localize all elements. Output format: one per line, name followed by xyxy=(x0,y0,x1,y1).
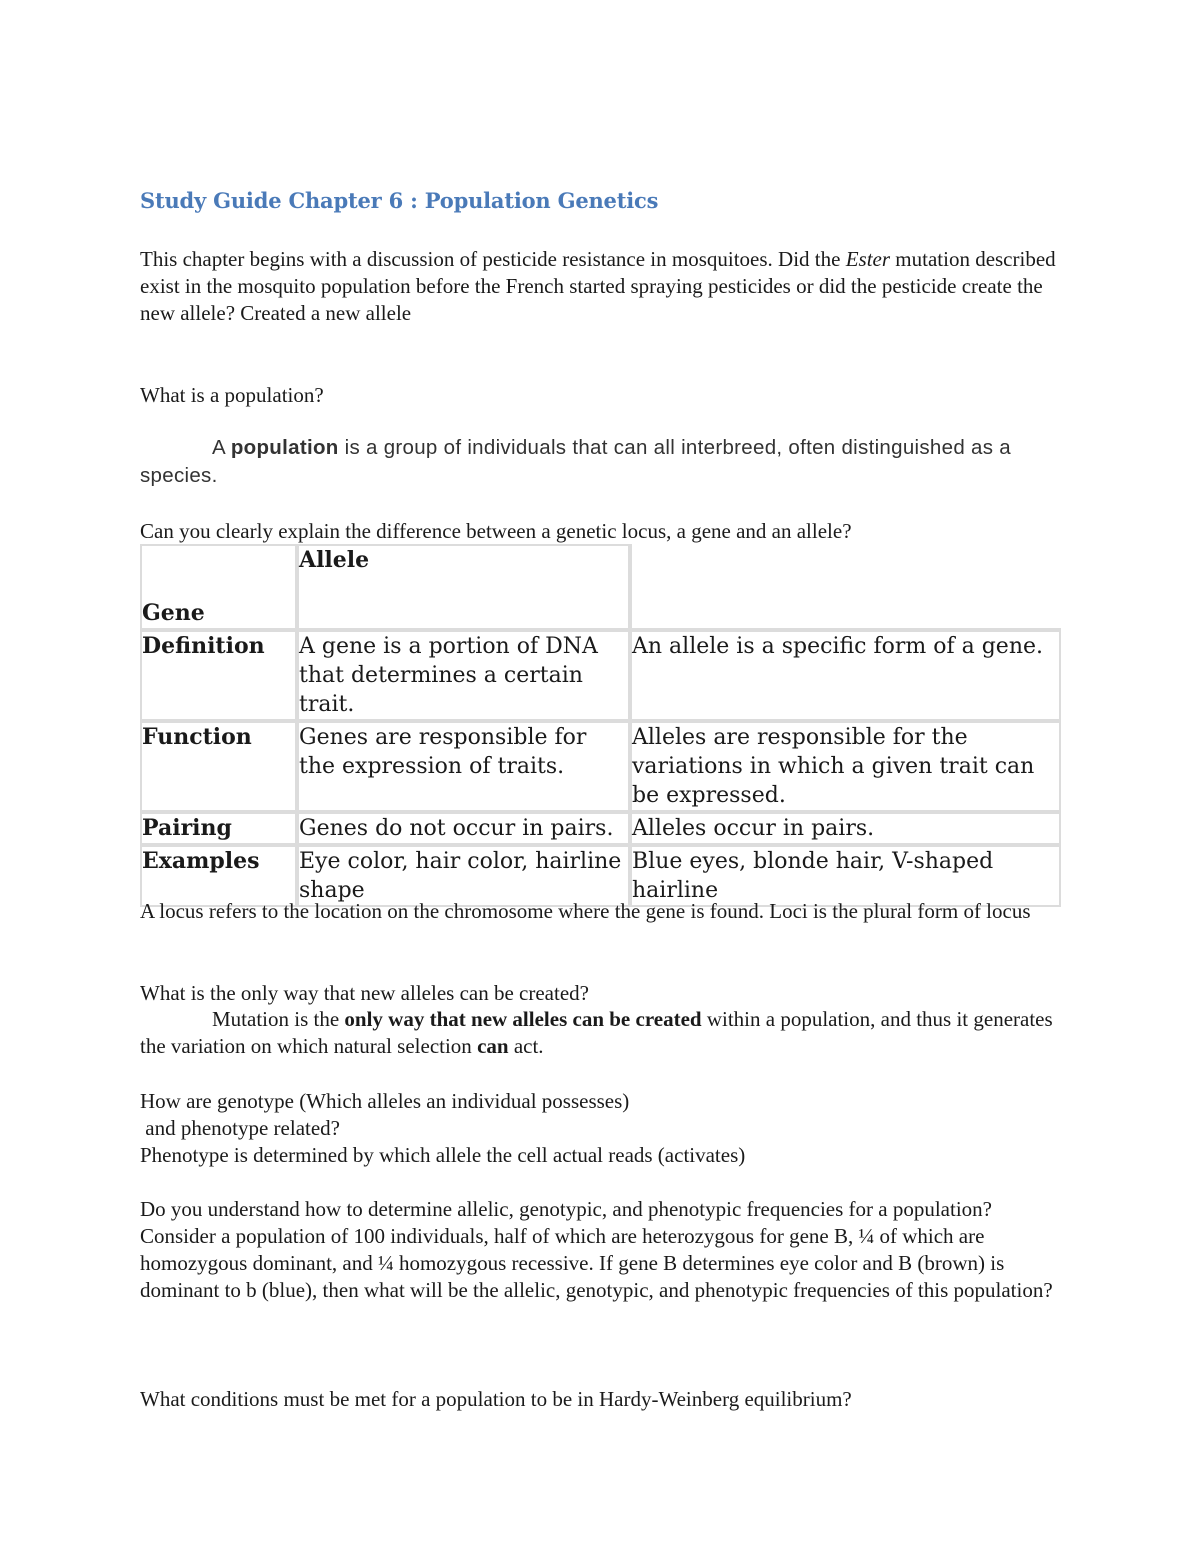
table-header-row xyxy=(140,544,1061,630)
row-label: Examples xyxy=(140,845,297,907)
row-label: Definition xyxy=(140,630,297,721)
gene-cell: Genes are responsible for the expression of traits. xyxy=(297,721,630,812)
question-new-alleles: What is the only way that new alleles can be created? xyxy=(140,981,589,1005)
page-title: Study Guide Chapter 6 : Population Genetics xyxy=(140,188,659,213)
header-blank xyxy=(630,544,1061,630)
gene-cell: A gene is a portion of DNA that determines a certain trait. xyxy=(297,630,630,721)
frequencies-question: Do you understand how to determine allelic, genotypic, and phenotypic frequencies for a population? xyxy=(140,1197,992,1221)
question-genotype xyxy=(140,1088,1060,1169)
gene-cell: Eye color, hair color, hairline shape xyxy=(297,845,630,907)
allele-cell: Alleles occur in pairs. xyxy=(630,812,1061,845)
allele-cell: Blue eyes, blonde hair, V-shaped hairline xyxy=(630,845,1061,907)
allele-cell: Alleles are responsible for the variations in which a given trait can be expressed. xyxy=(630,721,1061,812)
intro-paragraph: This chapter begins with a discussion of pesticide resistance in mosquitoes. Did the Ester mutation described exist in the mosquito population before the French started spraying pesticides or did the pesticide create the new allele? Created a new allele xyxy=(140,247,1056,325)
population-definition: A population is a group of individuals that can all interbreed, often distinguished as a species. xyxy=(140,436,1011,487)
header-gene: Gene xyxy=(140,544,297,630)
question-population: What is a population? xyxy=(140,383,324,407)
genotype-line-2: and phenotype related? xyxy=(140,1116,340,1140)
header-allele: Allele xyxy=(297,544,630,630)
table-row xyxy=(140,812,1061,845)
question-hardy-weinberg: What conditions must be met for a population to be in Hardy-Weinberg equilibrium? xyxy=(140,1387,852,1411)
row-label: Pairing xyxy=(140,812,297,845)
genotype-line-1: How are genotype (Which alleles an individual possesses) xyxy=(140,1089,630,1113)
frequencies-scenario: Consider a population of 100 individuals, half of which are heterozygous for gene B, ¼ of which are homozygous dominant, and ¼ homozygous recessive. If gene B determines eye color and B (brown) is dominant to b (blue), then what will be the allelic, genotypic, and phenotypic frequencies of this population? xyxy=(140,1224,1053,1302)
gene-allele-table xyxy=(140,544,1061,907)
mutation-answer: Mutation is the only way that new alleles can be created within a population, and thus it generates the variation on which natural selection can act. xyxy=(140,1007,1053,1058)
table-row xyxy=(140,721,1061,812)
table-row xyxy=(140,630,1061,721)
question-difference: Can you clearly explain the difference between a genetic locus, a gene and an allele? xyxy=(140,519,852,543)
gene-cell: Genes do not occur in pairs. xyxy=(297,812,630,845)
allele-cell: An allele is a specific form of a gene. xyxy=(630,630,1061,721)
genotype-answer: Phenotype is determined by which allele the cell actual reads (activates) xyxy=(140,1143,746,1167)
question-frequencies xyxy=(140,1196,1060,1304)
locus-paragraph: A locus refers to the location on the chromosome where the gene is found. Loci is the plural form of locus xyxy=(140,899,1031,923)
row-label: Function xyxy=(140,721,297,812)
